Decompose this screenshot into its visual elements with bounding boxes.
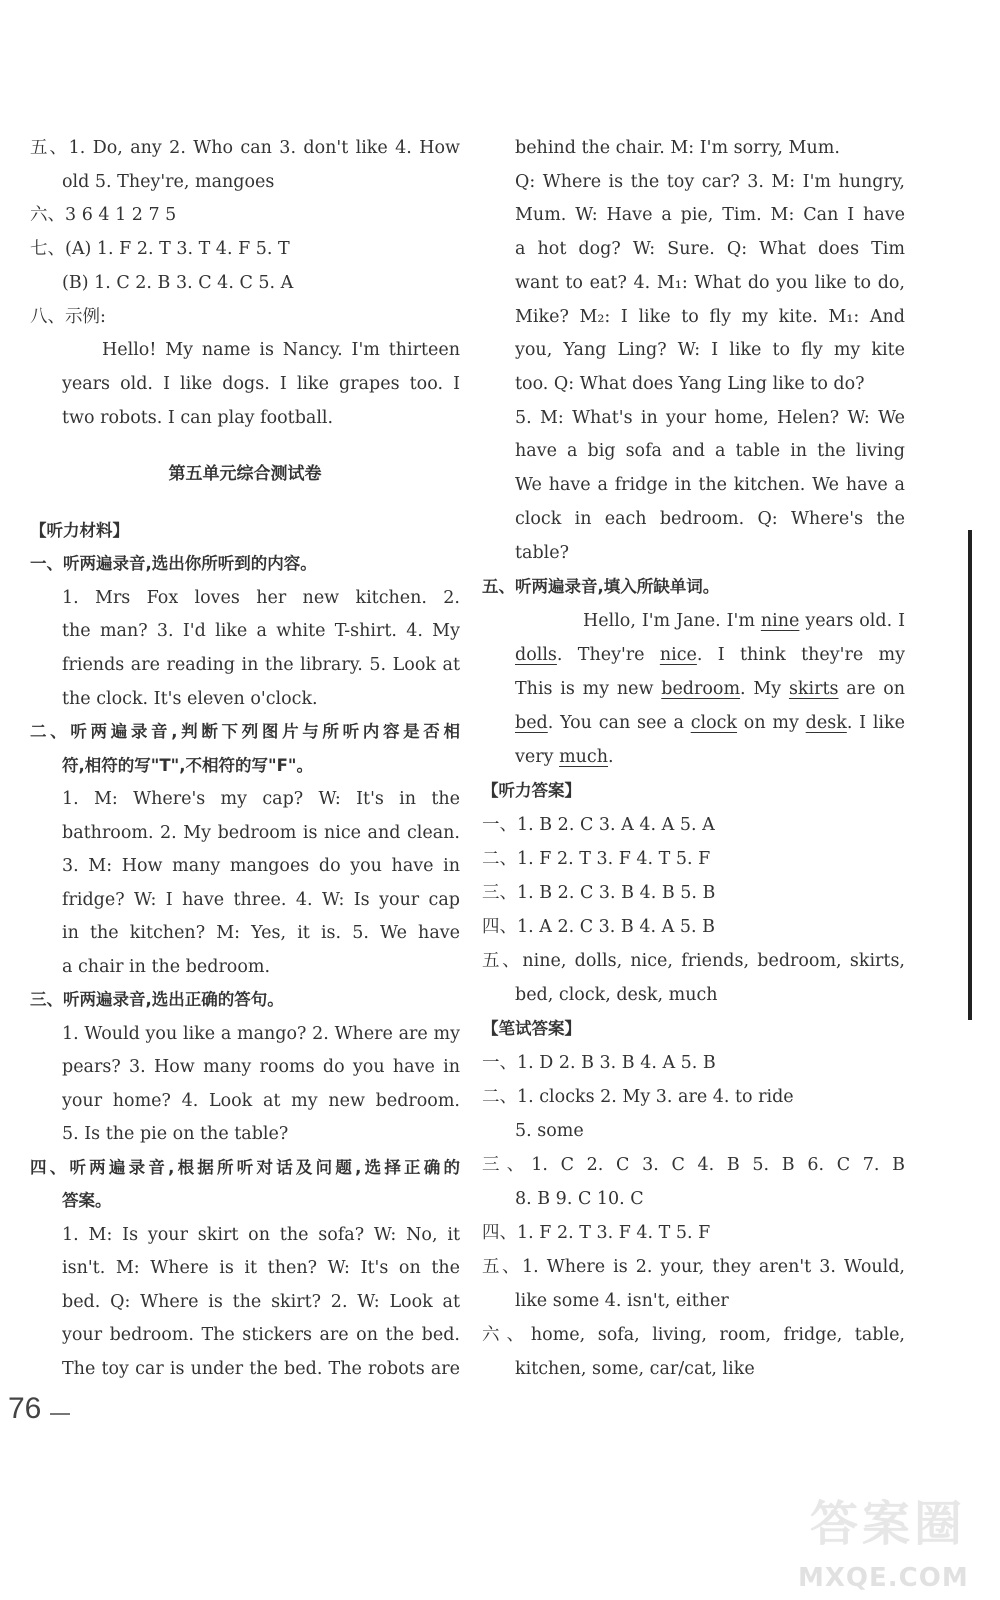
question-2-heading: 二、听两遍录音,判断下列图片与所听内容是否相 bbox=[30, 722, 460, 741]
listening-answer-row: 五、nine, dolls, nice, friends, bedroom, skirts, bbox=[482, 951, 905, 971]
watermark-logo: 答案圈 bbox=[810, 1496, 967, 1552]
question-4-text-cont: Q: Where is the toy car? 3. M: I'm hungry, bbox=[515, 172, 905, 192]
page-number: 76 bbox=[8, 1392, 42, 1425]
listening-answers-heading: 【听力答案】 bbox=[482, 781, 581, 800]
passage-text: This is my new bbox=[515, 679, 662, 699]
question-4-text-cont: 5. M: What's in your home, Helen? W: We bbox=[515, 408, 905, 428]
fill-answer: much bbox=[559, 747, 608, 767]
written-answer-row: 五、1. Where is 2. your, they aren't 3. Would, bbox=[482, 1257, 905, 1277]
question-4-text-cont: you, Yang Ling? W: I like to fly my kite bbox=[515, 340, 905, 360]
section-7b-answers: (B) 1. C 2. B 3. C 4. C 5. A bbox=[62, 273, 294, 293]
fill-passage-line bbox=[515, 744, 905, 770]
question-4-text-cont: have a big sofa and a table in the living bbox=[515, 441, 905, 461]
unit-title: 第五单元综合测试卷 bbox=[168, 464, 322, 484]
page-number-rule bbox=[50, 1413, 70, 1415]
listening-answer-row: 二、1. F 2. T 3. F 4. T 5. F bbox=[482, 849, 711, 869]
question-4-heading: 四、听两遍录音,根据所听对话及问题,选择正确的 bbox=[30, 1158, 460, 1177]
question-2-heading-cont: 符,相符的写"T",不相符的写"F"。 bbox=[62, 756, 313, 775]
passage-text: . My bbox=[740, 679, 789, 699]
fill-answer: nice bbox=[659, 645, 697, 665]
listening-answer-row: 一、1. B 2. C 3. A 4. A 5. A bbox=[482, 815, 715, 835]
question-4-text: The toy car is under the bed. The robots are bbox=[62, 1359, 460, 1379]
fill-passage-line bbox=[515, 710, 905, 738]
passage-text: on my bbox=[737, 713, 806, 733]
fill-answer: skirts bbox=[788, 679, 839, 699]
fill-answer: bedroom bbox=[661, 679, 741, 699]
question-2-text: 3. M: How many mangoes do you have in bbox=[62, 856, 460, 876]
fill-answer: nine bbox=[760, 611, 800, 631]
question-4-text-cont: Mike? M₂: I like to fly my kite. M₁: And bbox=[515, 307, 905, 327]
question-4-text-cont: table? bbox=[515, 543, 570, 563]
question-4-text-cont: a hot dog? W: Sure. Q: What does Tim bbox=[515, 239, 905, 259]
listening-answer-row: 四、1. A 2. C 3. B 4. A 5. B bbox=[482, 917, 715, 937]
question-4-text-cont: behind the chair. M: I'm sorry, Mum. bbox=[515, 138, 840, 158]
written-answer-row: 四、1. F 2. T 3. F 4. T 5. F bbox=[482, 1223, 711, 1243]
written-answer-row: 一、1. D 2. B 3. B 4. A 5. B bbox=[482, 1053, 716, 1073]
passage-text: . You can see a bbox=[547, 713, 691, 733]
written-answer-row-cont: like some 4. isn't, either bbox=[515, 1291, 729, 1311]
question-4-text: 1. M: Is your skirt on the sofa? W: No, it bbox=[62, 1225, 460, 1245]
question-3-heading: 三、听两遍录音,选出正确的答句。 bbox=[30, 990, 284, 1009]
written-answer-row-cont: 8. B 9. C 10. C bbox=[515, 1189, 644, 1209]
question-4-text-cont: want to eat? 4. M₁: What do you like to do, bbox=[515, 273, 905, 293]
essay-line: years old. I like dogs. I like grapes too. I bbox=[62, 374, 460, 394]
fill-passage-line bbox=[515, 676, 905, 704]
written-answer-row-cont: kitchen, some, car/cat, like bbox=[515, 1359, 755, 1379]
passage-text: . They're bbox=[556, 645, 660, 665]
page-edge-bar bbox=[968, 530, 972, 1020]
passage-text: very bbox=[515, 747, 560, 767]
question-4-text-cont: too. Q: What does Yang Ling like to do? bbox=[515, 374, 865, 394]
listening-material-heading: 【听力材料】 bbox=[30, 521, 129, 540]
question-3-text: pears? 3. How many rooms do you have in bbox=[62, 1057, 460, 1077]
written-answer-row: 三、1. C 2. C 3. C 4. B 5. B 6. C 7. B bbox=[482, 1155, 905, 1175]
section-6-answers: 六、3 6 4 1 2 7 5 bbox=[30, 205, 177, 225]
question-1-text: the man? 3. I'd like a white T-shirt. 4. My bbox=[62, 621, 460, 641]
fill-answer: dolls bbox=[515, 645, 557, 665]
listening-answer-row-cont: bed, clock, desk, much bbox=[515, 985, 718, 1005]
essay-line: two robots. I can play football. bbox=[62, 408, 334, 428]
passage-text: . bbox=[608, 747, 614, 767]
question-5-heading: 五、听两遍录音,填入所缺单词。 bbox=[482, 577, 720, 596]
question-2-text: fridge? W: I have three. 4. W: Is your cap bbox=[62, 890, 460, 910]
passage-text: . I like bbox=[846, 713, 905, 733]
written-answer-row: 二、1. clocks 2. My 3. are 4. to ride bbox=[482, 1087, 794, 1107]
fill-passage-line bbox=[515, 642, 905, 670]
question-3-text: 1. Would you like a mango? 2. Where are my bbox=[62, 1024, 460, 1044]
question-4-text-cont: Mum. W: Have a pie, Tim. M: Can I have bbox=[515, 205, 905, 225]
question-4-heading-cont: 答案。 bbox=[62, 1191, 112, 1210]
question-1-text: friends are reading in the library. 5. Look at bbox=[62, 655, 460, 675]
question-2-text: bathroom. 2. My bedroom is nice and clean. bbox=[62, 823, 460, 843]
question-1-heading: 一、听两遍录音,选出你所听到的内容。 bbox=[30, 554, 317, 573]
question-4-text-cont: clock in each bedroom. Q: Where's the bbox=[515, 509, 905, 529]
fill-answer: desk bbox=[805, 713, 847, 733]
question-2-text: 1. M: Where's my cap? W: It's in the bbox=[62, 789, 460, 809]
question-1-text: 1. Mrs Fox loves her new kitchen. 2. bbox=[62, 588, 460, 608]
listening-answer-row: 三、1. B 2. C 3. B 4. B 5. B bbox=[482, 883, 716, 903]
question-1-text: the clock. It's eleven o'clock. bbox=[62, 689, 318, 709]
fill-answer: bed bbox=[515, 713, 548, 733]
question-3-text: 5. Is the pie on the table? bbox=[62, 1124, 289, 1144]
question-4-text-cont: We have a fridge in the kitchen. We have a bbox=[515, 475, 905, 495]
watermark bbox=[790, 1485, 990, 1595]
fill-answer: clock bbox=[690, 713, 738, 733]
written-answer-row: 六、home, sofa, living, room, fridge, table, bbox=[482, 1325, 905, 1345]
written-answers-heading: 【笔试答案】 bbox=[482, 1019, 581, 1038]
watermark-text: MXQE.COM bbox=[798, 1563, 969, 1593]
passage-text: are on bbox=[846, 679, 905, 699]
passage-text: Hello, I'm Jane. I'm bbox=[583, 611, 761, 631]
section-7a-answers: 七、(A) 1. F 2. T 3. T 4. F 5. T bbox=[30, 239, 290, 259]
fill-passage-line bbox=[583, 608, 905, 636]
section-5-answers: 五、1. Do, any 2. Who can 3. don't like 4. How bbox=[30, 138, 460, 158]
question-3-text: your home? 4. Look at my new bedroom. bbox=[62, 1091, 460, 1111]
question-4-text: isn't. M: Where is it then? W: It's on the bbox=[62, 1258, 460, 1278]
section-5-answers-cont: old 5. They're, mangoes bbox=[62, 172, 275, 192]
question-2-text: a chair in the bedroom. bbox=[62, 957, 271, 977]
question-2-text: in the kitchen? M: Yes, it is. 5. We have bbox=[62, 923, 460, 943]
question-4-text: bed. Q: Where is the skirt? 2. W: Look at bbox=[62, 1292, 460, 1312]
written-answer-row-cont: 5. some bbox=[515, 1121, 584, 1141]
question-4-text: your bedroom. The stickers are on the bed. bbox=[62, 1325, 460, 1345]
passage-text: years old. I bbox=[805, 611, 905, 631]
passage-text: . I think they're my bbox=[696, 645, 905, 665]
essay-line: Hello! My name is Nancy. I'm thirteen bbox=[102, 340, 460, 360]
section-8-label: 八、示例: bbox=[30, 307, 106, 327]
